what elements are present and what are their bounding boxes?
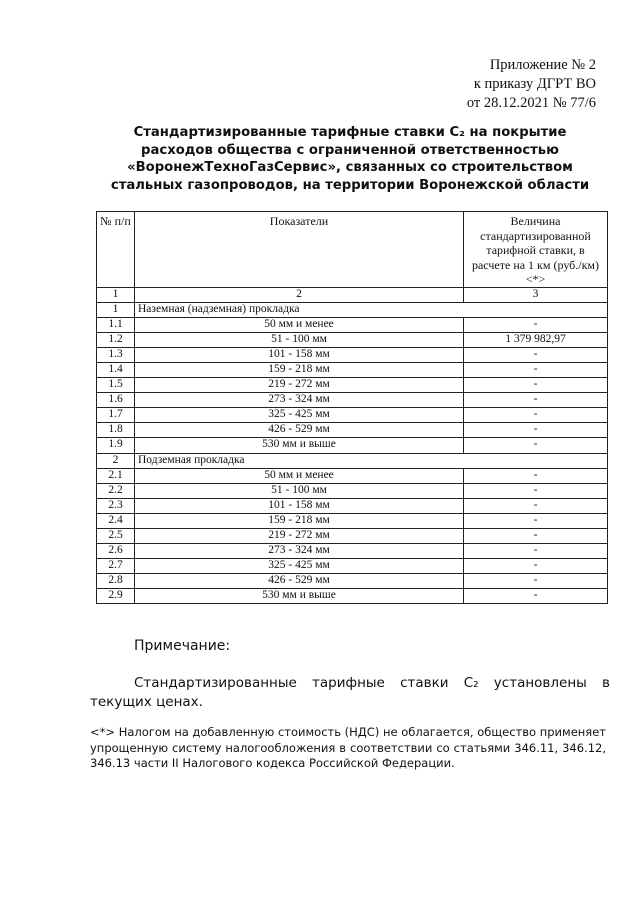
table-row [97,347,608,362]
row-num: 2.9 [97,589,135,604]
row-num: 1.3 [97,347,135,362]
row-size: 325 - 425 мм [135,408,464,423]
row-size: 273 - 324 мм [135,393,464,408]
footnote: <*> Налогом на добавленную стоимость (НДС) не облагается, общество применяет упрощенную систему налогообложения в соответствии со статьями 346.11, 346.12, 346.13 части II Налогового кодекса Российской Федерации. [90,725,606,770]
row-size: 530 мм и выше [135,438,464,453]
table-row [97,362,608,377]
section-row [97,453,608,468]
row-value: - [464,378,608,393]
header-num: № п/п [97,212,135,288]
row-size: 101 - 158 мм [135,347,464,362]
header-indicator: Показатели [135,212,464,288]
table-row [97,393,608,408]
table-row [97,559,608,574]
table-row [97,513,608,528]
row-size: 219 - 272 мм [135,529,464,544]
table-row [97,332,608,347]
tariff-table-body [97,212,608,604]
section-row [97,302,608,317]
row-size: 50 мм и менее [135,317,464,332]
table-row [97,498,608,513]
row-num: 2.1 [97,468,135,483]
row-size: 426 - 529 мм [135,423,464,438]
row-value: - [464,559,608,574]
row-num: 2.5 [97,529,135,544]
row-value: - [464,347,608,362]
column-number-row [97,287,608,302]
row-num: 2.6 [97,544,135,559]
row-value: - [464,589,608,604]
table-row [97,589,608,604]
row-num: 1.2 [97,332,135,347]
section-name: Подземная прокладка [135,453,608,468]
appendix-line-1: Приложение № 2 [489,57,596,73]
table-row [97,544,608,559]
row-size: 219 - 272 мм [135,378,464,393]
row-value: - [464,468,608,483]
row-value: - [464,498,608,513]
row-num: 1.8 [97,423,135,438]
row-num: 2.3 [97,498,135,513]
row-value: - [464,529,608,544]
table-row [97,378,608,393]
row-size: 273 - 324 мм [135,544,464,559]
row-num: 1.9 [97,438,135,453]
title-line-2: расходов общества с ограниченной ответственностью [141,142,559,158]
column-number: 3 [464,287,608,302]
row-num: 2.7 [97,559,135,574]
row-size: 426 - 529 мм [135,574,464,589]
row-value: - [464,483,608,498]
title-line-1: Стандартизированные тарифные ставки С₂ на покрытие [133,125,567,140]
title-line-4: стальных газопроводов, на территории Воронежской области [110,177,590,193]
row-value: - [464,408,608,423]
section-num: 2 [97,453,135,468]
note-heading: Примечание: [134,638,231,654]
row-size: 50 мм и менее [135,468,464,483]
appendix-line-3: от 28.12.2021 № 77/6 [466,95,596,111]
row-value: - [464,423,608,438]
row-value: - [464,317,608,332]
row-size: 325 - 425 мм [135,559,464,574]
row-value: - [464,362,608,377]
row-size: 530 мм и выше [135,589,464,604]
column-number: 2 [135,287,464,302]
row-num: 1.4 [97,362,135,377]
section-name: Наземная (надземная) прокладка [135,302,608,317]
row-num: 2.4 [97,513,135,528]
table-header-row [97,212,608,288]
header-value: Величина стандартизированной тарифной ставки, в расчете на 1 км (руб./км) <*> [464,212,608,288]
table-row [97,317,608,332]
table-row [97,574,608,589]
table-row [97,468,608,483]
row-value: - [464,513,608,528]
title-line-3: «ВоронежТехноГазСервис», связанных со строительством [127,160,573,175]
appendix-line-2: к приказу ДГРТ ВО [473,76,596,92]
row-value: - [464,574,608,589]
row-value: - [464,393,608,408]
table-row [97,483,608,498]
row-size: 159 - 218 мм [135,513,464,528]
note-text: Стандартизированные тарифные ставки С₂ установлены в текущих ценах. [90,675,610,710]
row-num: 1.5 [97,378,135,393]
tariff-table [96,211,608,604]
row-size: 101 - 158 мм [135,498,464,513]
row-num: 1.1 [97,317,135,332]
document-title [100,124,600,194]
row-value: - [464,544,608,559]
column-number: 1 [97,287,135,302]
row-size: 51 - 100 мм [135,483,464,498]
appendix-reference [467,56,596,113]
row-value: - [464,438,608,453]
row-size: 51 - 100 мм [135,332,464,347]
row-num: 2.2 [97,483,135,498]
row-size: 159 - 218 мм [135,362,464,377]
table-row [97,438,608,453]
table-row [97,408,608,423]
row-value: 1 379 982,97 [464,332,608,347]
section-num: 1 [97,302,135,317]
table-row [97,423,608,438]
row-num: 1.6 [97,393,135,408]
row-num: 1.7 [97,408,135,423]
table-row [97,529,608,544]
row-num: 2.8 [97,574,135,589]
